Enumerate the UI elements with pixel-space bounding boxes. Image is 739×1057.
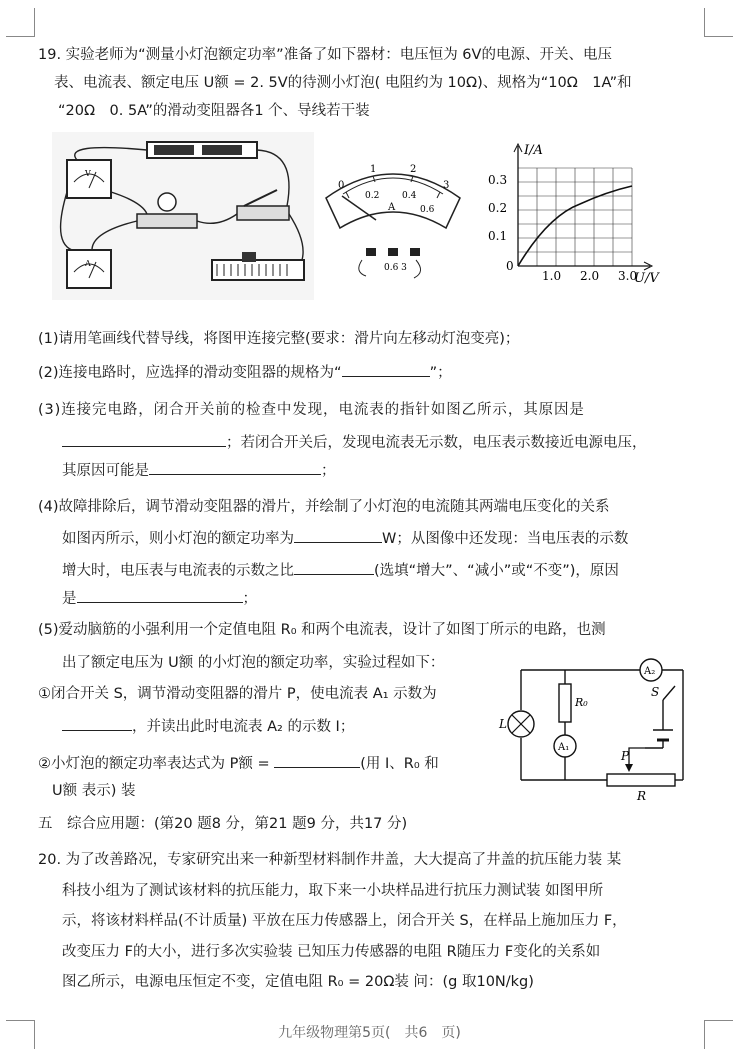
- q19-stem-line-2: 表、电流表、额定电压 U额 = 2. 5V的待测小灯泡( 电阻约为 10Ω)、规格为“10Ω 1A”和: [54, 75, 632, 91]
- q19-step2-line2: U额 表示) 装: [52, 783, 136, 799]
- q20-line-4: 改变压力 F的大小，进行多次实验装 已知压力传感器的电阻 R随压力 F变化的关系如: [62, 944, 601, 960]
- label-a2: A₂: [644, 666, 656, 677]
- graph-ytick-0.3: 0.3: [488, 173, 508, 187]
- dial-bottom-1: 0.2: [365, 191, 380, 201]
- q19-stem-line-3: “20Ω 0. 5A”的滑动变阻器各1 个、导线若干装: [58, 103, 370, 119]
- label-l: L: [499, 717, 507, 731]
- q19-part4-line3: [62, 560, 693, 582]
- answer-blank-a1-reading[interactable]: [62, 716, 132, 731]
- answer-blank-ratio-reason[interactable]: [77, 588, 243, 603]
- q19-part3-line3-tail: ；: [321, 463, 336, 479]
- svg-text:V: V: [85, 169, 91, 178]
- lamp-l-icon: [508, 711, 534, 737]
- q20-line-5: 图乙所示，电源电压恒定不变，定值电阻 R₀ = 20Ω装 问：(g 取10N/kg): [62, 974, 534, 990]
- q19-step1-line1: ①闭合开关 S，调节滑动变阻器的滑片 P，使电流表 A₁ 示数为: [38, 686, 437, 702]
- ammeter-icon: [67, 250, 111, 288]
- label-p: P: [621, 749, 630, 763]
- graph-ylabel: I/A: [524, 143, 543, 158]
- label-s: S: [651, 685, 660, 699]
- q19-part3-line1: (3)连接完电路，闭合开关前的检查中发现，电流表的指针如图乙所示，其原因是: [38, 402, 585, 418]
- q19-part5-line2: 出了额定电压为 U额 的小灯泡的额定功率，实验过程如下：: [62, 655, 445, 671]
- graph-origin: 0: [506, 259, 514, 273]
- q19-part4-line2-tail: W；从图像中还发现：当电压表的示数: [382, 531, 629, 547]
- q19-part3-line3-text: 其原因可能是: [62, 463, 149, 479]
- q19-part3-line3: [62, 460, 693, 482]
- page-footer: 九年级物理第5页( 共6 页): [278, 1025, 461, 1041]
- dial-top-2: 2: [410, 164, 417, 175]
- answer-blank-fault-reason[interactable]: [149, 460, 321, 475]
- svg-text:A: A: [85, 259, 91, 268]
- q19-part1: (1)请用笔画线代替导线，将图甲连接完整(要求：滑片向左移动灯泡变亮)；: [38, 331, 520, 347]
- q19-step1-line2-text: ，并读出此时电流表 A₂ 的示数 I；: [132, 719, 355, 735]
- answer-blank-rheostat[interactable]: [342, 362, 430, 377]
- resistor-r0-icon: [559, 684, 571, 722]
- dial-unit: A: [388, 202, 396, 213]
- graph-ytick-0.2: 0.2: [488, 201, 508, 215]
- q19-part4-line3-tail: (选填“增大”、“减小”或“不变”)，原因: [374, 563, 619, 579]
- label-r: R: [637, 789, 647, 802]
- q19-part2-tail: ”；: [429, 365, 452, 381]
- answer-blank-pointer-reason[interactable]: [62, 432, 226, 447]
- corner-mark-top-left: [6, 8, 35, 37]
- corner-mark-top-right: [704, 8, 733, 37]
- label-r0: R₀: [575, 696, 588, 709]
- q19-part4-line2-text: 如图丙所示，则小灯泡的额定功率为: [62, 531, 294, 547]
- answer-blank-power-expression[interactable]: [274, 753, 360, 768]
- q19-part3-line2-text: ；若闭合开关后，发现电流表无示数，电压表示数接近电源电压，: [226, 435, 647, 451]
- q19-part4-line3-text: 增大时，电压表与电流表的示数之比: [62, 563, 294, 579]
- q19-step2-tail: (用 I、R₀ 和: [360, 756, 439, 772]
- dial-top-0: 0: [338, 180, 345, 191]
- q20-line-2: 科技小组为了测试该材料的抗压能力，取下来一小块样品进行抗压力测试装 如图甲所: [62, 883, 604, 899]
- dial-terminals: 0.6 3: [384, 263, 407, 273]
- q19-part4-line4: [62, 588, 693, 610]
- figure-apparatus: [52, 132, 314, 300]
- q19-step2-text: ②小灯泡的额定功率表达式为 P额 =: [38, 756, 270, 772]
- dial-top-3: 3: [443, 180, 450, 191]
- q19-part5-line1: (5)爱动脑筋的小强利用一个定值电阻 R₀ 和两个电流表，设计了如图丁所示的电路，也测: [38, 622, 606, 638]
- q20-line-3: 示，将该材料样品(不计质量) 平放在压力传感器上，闭合开关 S，在样品上施加压力 F，: [62, 913, 627, 929]
- graph-xlabel: U/V: [634, 271, 659, 286]
- q19-part4-line1: (4)故障排除后，调节滑动变阻器的滑片，并绘制了小灯泡的电流随其两端电压变化的关系: [38, 499, 610, 515]
- q19-part2-text: (2)连接电路时，应选择的滑动变阻器的规格为“: [38, 365, 342, 381]
- q19-stem-line-1: 19. 实验老师为“测量小灯泡额定功率”准备了如下器材：电压恒为 6V的电源、开关、电压: [38, 47, 612, 63]
- answer-blank-rated-power[interactable]: [294, 528, 382, 543]
- graph-ytick-0.1: 0.1: [488, 229, 508, 243]
- graph-xtick-1.0: 1.0: [542, 269, 562, 283]
- q20-line-1: 20. 为了改善路况，专家研究出来一种新型材料制作井盖，大大提高了井盖的抗压能力装 某: [38, 852, 622, 868]
- dial-bottom-3: 0.6: [420, 205, 435, 215]
- rheostat-r-icon: [607, 774, 675, 786]
- graph-xtick-2.0: 2.0: [580, 269, 600, 283]
- voltmeter-icon: [67, 160, 111, 198]
- answer-blank-ratio-change[interactable]: [294, 560, 374, 575]
- terminal-icons: [366, 248, 420, 256]
- section5-heading: 五 综合应用题：(第20 题8 分，第21 题9 分，共17 分): [38, 816, 408, 832]
- battery-icon: [147, 142, 257, 158]
- figure-iu-graph: [482, 132, 670, 302]
- graph-xtick-3.0: 3.0: [618, 269, 638, 283]
- q19-part4-line4-tail: ；: [242, 591, 257, 607]
- q19-part2: [38, 362, 693, 384]
- dial-top-1: 1: [370, 164, 377, 175]
- battery-icon: [653, 730, 673, 740]
- figure-circuit-diagram: [495, 656, 695, 802]
- q19-part3-line2: [62, 432, 693, 454]
- label-a1: A₁: [558, 742, 570, 753]
- q19-part4-line2: [62, 528, 693, 550]
- q19-part4-line4-text: 是: [62, 591, 77, 607]
- dial-bottom-2: 0.4: [402, 191, 417, 201]
- figure-ammeter-dial: [318, 150, 468, 280]
